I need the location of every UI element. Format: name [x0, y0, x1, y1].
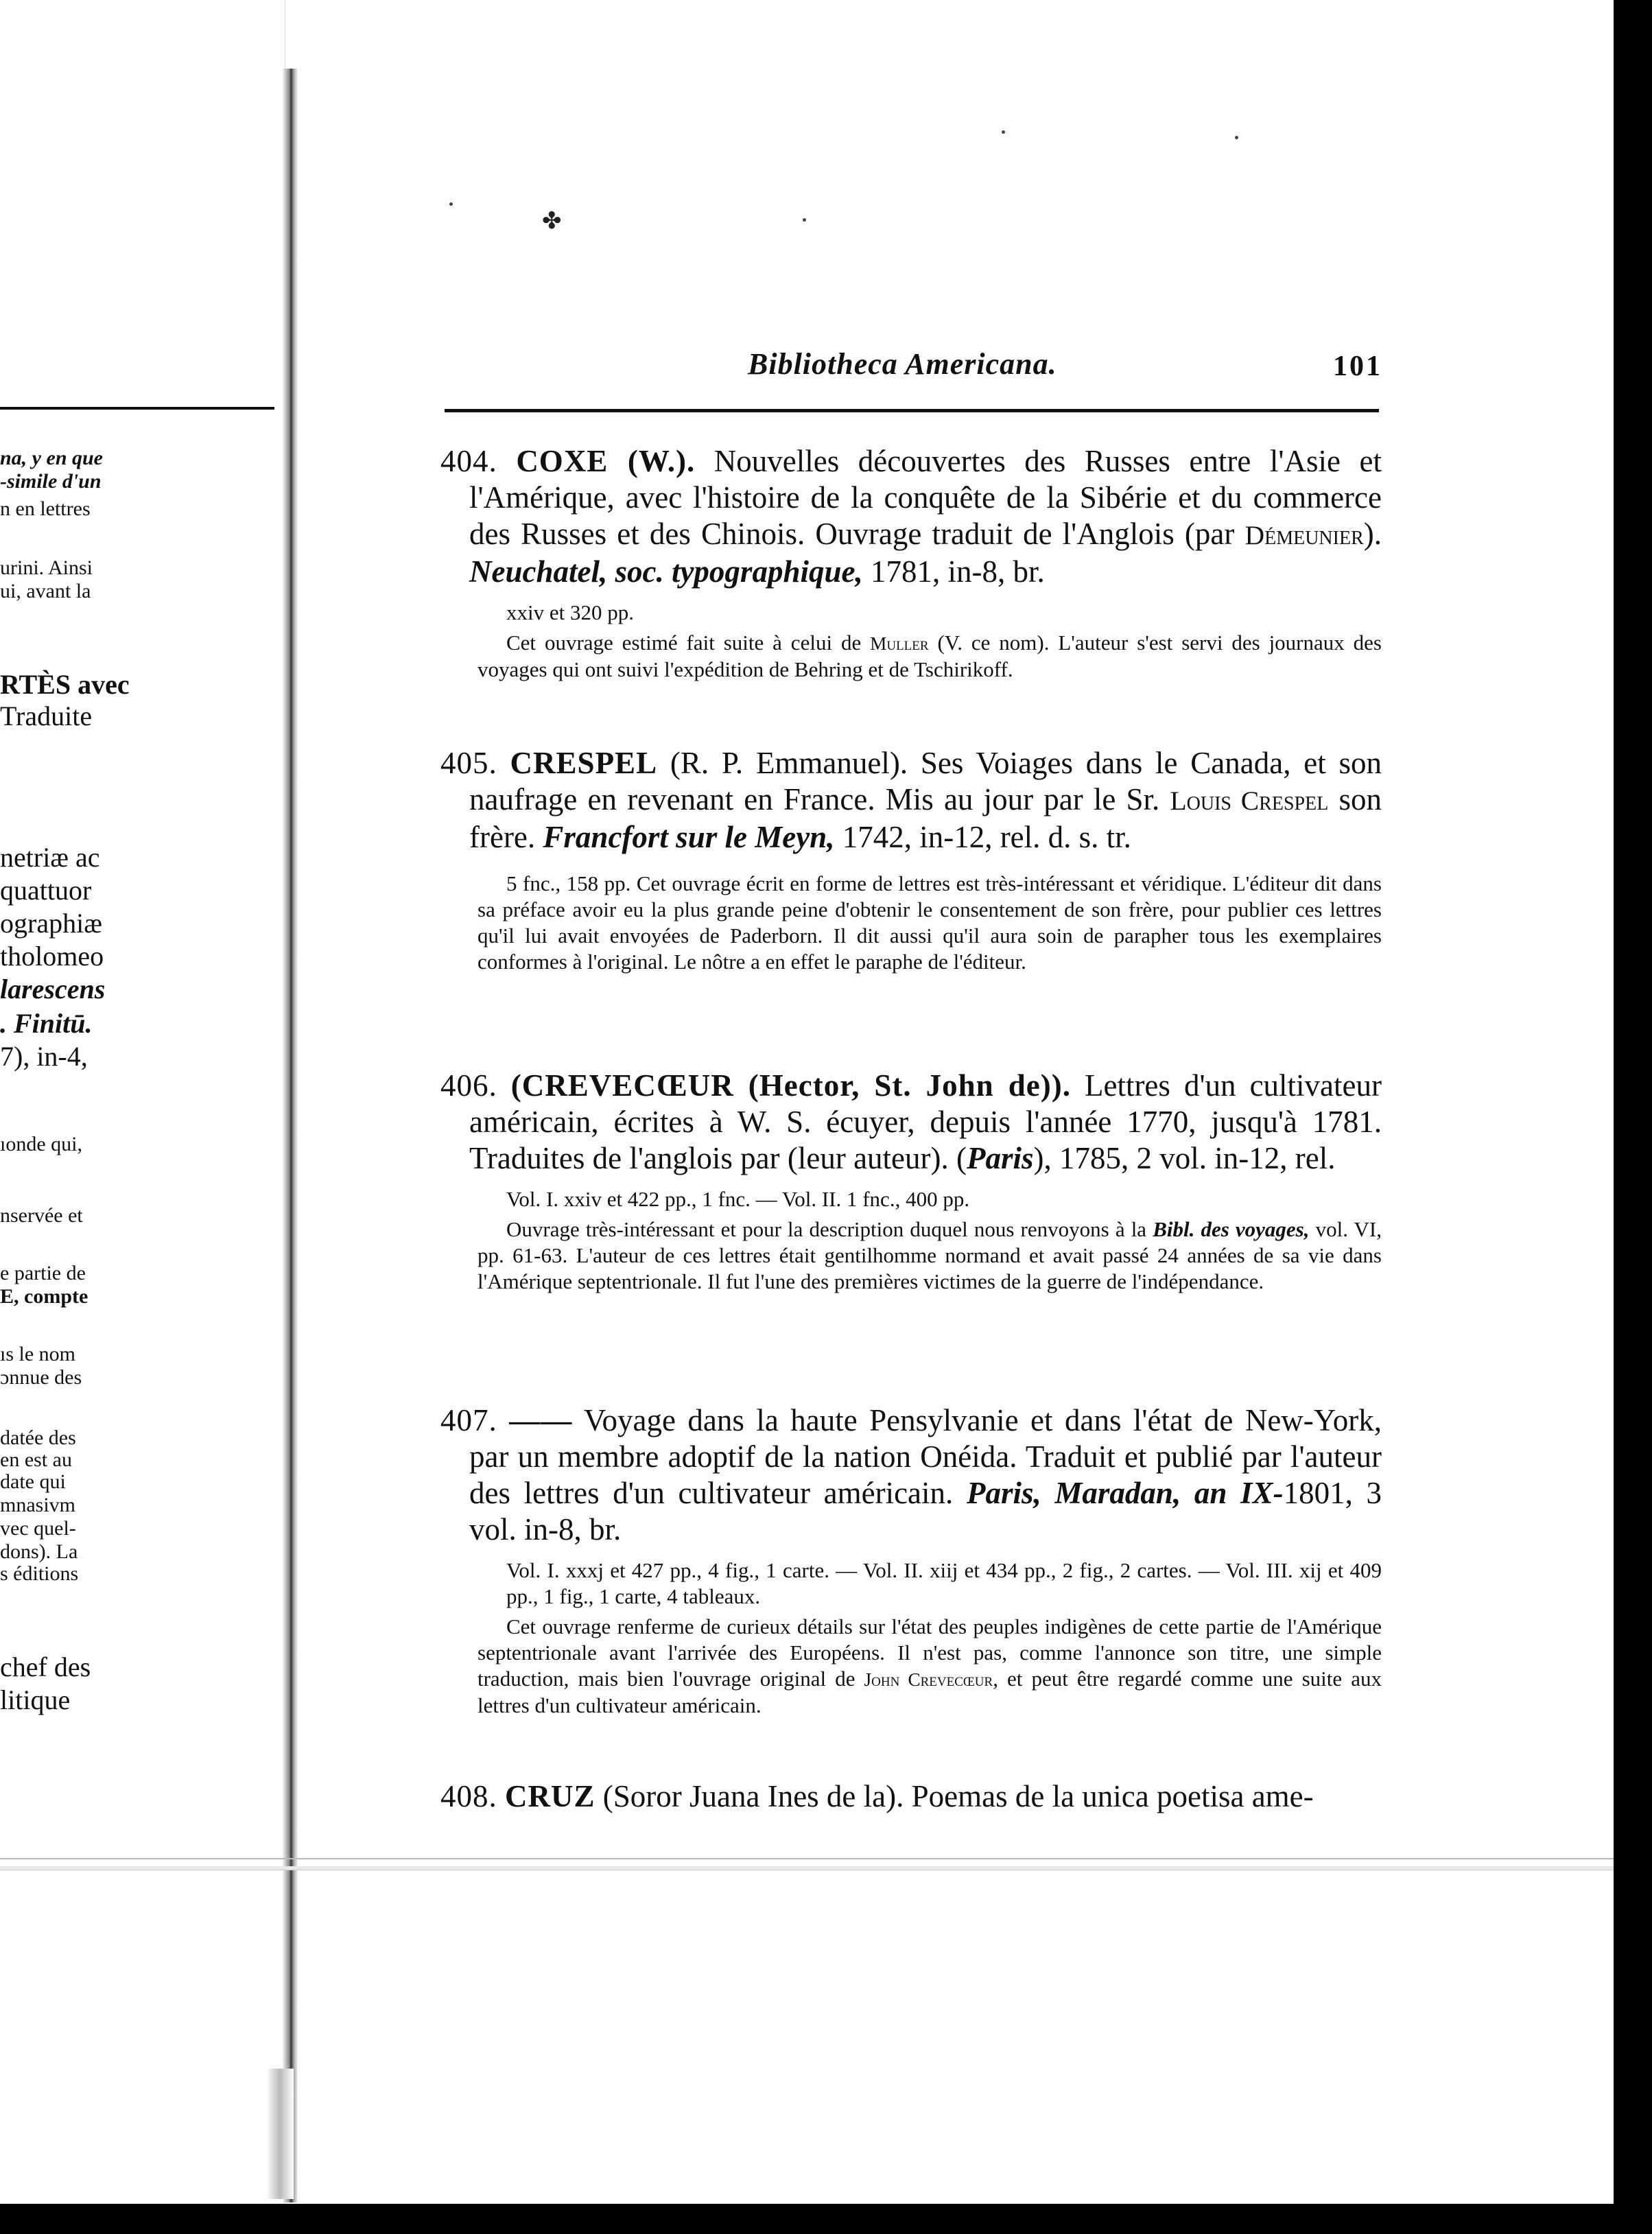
- entry-collation: xxiv et 320 pp.: [506, 600, 634, 624]
- commentary-text: Cet ouvrage renferme de curieux détails sur l'état des peuples indigènes de cette partie de l'Amérique septentrionale avant l'arrivée des Européens. Il n'est pas, comme l'annonce son titre, une simple traduction, mais bien l'ouvrage original de: [477, 1614, 1382, 1691]
- left-page-line: E, compte: [0, 1285, 88, 1308]
- entry-number: 404.: [440, 444, 497, 478]
- entry-title-text: Lettres d'un cultivateur américain, écrites à W. S. écuyer, depuis l'année 1770, jusqu'à 1781. Traduites de l'anglois par (leur auteur). (: [469, 1068, 1382, 1175]
- left-page-line: n en lettres: [0, 497, 91, 520]
- left-page-line: chef des: [0, 1651, 91, 1682]
- entry-title-after: son frère.: [469, 782, 1382, 854]
- left-page-line: litique: [0, 1684, 71, 1715]
- left-page-line: mnasivm: [0, 1494, 75, 1516]
- gutter-shadow: [266, 2069, 294, 2199]
- entry-author: COXE (W.).: [516, 444, 696, 478]
- entry-imprint: Francfort sur le Meyn,: [543, 820, 835, 854]
- entry-number: 406.: [440, 1068, 497, 1103]
- left-page-line: larescens: [0, 974, 106, 1004]
- entry-imprint-rest: ), 1785, 2 vol. in-12, rel.: [1033, 1141, 1336, 1175]
- left-page-line: dons). La: [0, 1540, 78, 1563]
- entry-imprint-rest: 1781, in-8, br.: [862, 554, 1045, 589]
- entry-author: (CREVECŒUR (Hector, St. John de)).: [510, 1068, 1071, 1103]
- entry-title: [440, 1068, 1382, 1177]
- entry-title-after: ).: [1363, 517, 1382, 551]
- entry-407: [440, 1402, 1382, 1719]
- left-page-line: tholomeo: [0, 941, 104, 972]
- entry-imprint: Paris: [967, 1141, 1034, 1175]
- entry-imprint-rest: 1801, 3 vol. in-8, br.: [469, 1476, 1382, 1547]
- entry-title: [440, 1402, 1382, 1548]
- entry-commentary: [477, 1614, 1382, 1719]
- entry-408: [440, 1778, 1382, 1815]
- entry-title-smallcaps: Démeunier: [1244, 520, 1364, 550]
- entry-405: [440, 745, 1382, 975]
- left-page-line: RTÈS avec: [0, 669, 130, 700]
- left-page-line: nservée et: [0, 1204, 83, 1227]
- commentary-text-after: , et peut être regardé comme une suite aux lettres d'un cultivateur américain.: [477, 1667, 1382, 1717]
- left-page-line: vec quel-: [0, 1517, 76, 1540]
- speck: [1235, 136, 1238, 139]
- left-page-line: Traduite: [0, 701, 93, 731]
- left-page-line: na, y en que: [0, 447, 103, 469]
- entry-author: CRESPEL: [510, 746, 658, 780]
- entry-imprint-rest: 1742, in-12, rel. d. s. tr.: [834, 820, 1131, 854]
- left-page-line: quattuor: [0, 875, 92, 906]
- commentary-text-after: vol. VI, pp. 61-63. L'auteur de ces lettres était gentilhomme normand et avait passé 24 années de sa vie dans l'Amérique septentrionale. Il fut l'une des premières victimes de la guerre de l'indépendance.: [477, 1217, 1382, 1293]
- speck: [449, 202, 453, 206]
- left-page-line: 7), in-4,: [0, 1041, 88, 1072]
- entry-title-smallcaps: Louis Crespel: [1170, 786, 1329, 816]
- commentary-text: Ouvrage très-intéressant et pour la description duquel nous renvoyons à la: [506, 1217, 1153, 1241]
- left-page-line: netriæ ac: [0, 842, 100, 873]
- left-page-line: s éditions: [0, 1562, 79, 1585]
- left-page-fragment: [0, 0, 285, 2204]
- entry-number: 407.: [440, 1403, 497, 1437]
- left-page-line: . Finitū.: [0, 1008, 93, 1039]
- left-page-line: ographiæ: [0, 908, 102, 939]
- running-title: Bibliotheca Americana.: [748, 347, 1057, 381]
- left-page-line: datée des: [0, 1426, 76, 1449]
- entry-number: 405.: [440, 746, 497, 780]
- left-page-line: ui, avant la: [0, 580, 91, 602]
- speck: [803, 218, 806, 222]
- entry-406: [440, 1068, 1382, 1295]
- commentary-text: Cet ouvrage estimé fait suite à celui de: [506, 631, 871, 655]
- entry-title: [440, 1778, 1382, 1815]
- entry-collation: Vol. I. xxxj et 427 pp., 4 fig., 1 carte. — Vol. II. xiij et 434 pp., 2 fig., 2 cartes. — Vol. III. xij et 409 pp., 1 fig., 1 carte, 4 tableaux.: [506, 1558, 1382, 1608]
- left-page-line: en est au: [0, 1448, 72, 1471]
- left-page-line: ɔnnue des: [0, 1366, 82, 1389]
- entry-collation: Vol. I. xxiv et 422 pp., 1 fnc. — Vol. II. 1 fnc., 400 pp.: [506, 1187, 970, 1211]
- commentary-smallcaps: Muller: [870, 633, 929, 654]
- commentary-text-after: (V. ce nom). L'auteur s'est servi des journaux des voyages qui ont suivi l'expédition de Behring et de Tschirikoff.: [477, 631, 1382, 681]
- entry-commentary: [477, 630, 1382, 683]
- entry-title-text: (Soror Juana Ines de la). Poemas de la unica poetisa ame-: [595, 1779, 1314, 1813]
- entry-title: [440, 745, 1382, 856]
- commentary-smallcaps: John Crevecœur: [864, 1669, 993, 1690]
- entry-imprint: Neuchatel, soc. typographique,: [469, 554, 863, 589]
- binding-gutter: [283, 69, 298, 2202]
- left-page-line: -simile d'un: [0, 470, 102, 493]
- entry-author: ——: [509, 1403, 573, 1437]
- entry-title-text: Voyage dans la haute Pensylvanie et dans l'état de New-York, par un membre adoptif de la nation Onéida. Traduit et publié par l'auteur des lettres d'un cultivateur américain.: [469, 1403, 1382, 1510]
- entry-commentary: 5 fnc., 158 pp. Cet ouvrage écrit en forme de lettres est très-intéressant et véridique. L'éditeur dit dans sa préface avoir eu la plus grande peine d'obtenir le consentement de son frère, pour publier ces lettres qu'il lui avait envoyées de Paderborn. Il dit aussi qu'il aura soin de parapher tous les exemplaires conformes à l'original. Le nôtre a en effet le paraphe de l'éditeur.: [477, 871, 1382, 974]
- header-rule: [445, 409, 1379, 412]
- commentary-italic: Bibl. des voyages,: [1153, 1217, 1310, 1241]
- entry-imprint: Paris, Maradan, an IX-: [966, 1476, 1284, 1510]
- entry-commentary: [477, 1216, 1382, 1295]
- entry-title-text: Nouvelles découvertes des Russes entre l'Asie et l'Amérique, avec l'histoire de la conquête de la Sibérie et du commerce des Russes et des Chinois. Ouvrage traduit de l'Anglois (par: [469, 444, 1382, 551]
- speck: [1002, 130, 1005, 134]
- entry-title: [440, 443, 1382, 590]
- left-page-line: ıs le nom: [0, 1343, 75, 1365]
- left-page-rule: [0, 407, 274, 410]
- entry-404: [440, 443, 1382, 683]
- left-page-line: ıonde qui,: [0, 1133, 82, 1155]
- left-page-line: date qui: [0, 1470, 66, 1493]
- entry-title-text: (R. P. Emmanuel). Ses Voiages dans le Canada, et son naufrage en revenant en France. Mis au jour par le Sr.: [469, 746, 1382, 816]
- entry-number: 408.: [440, 1779, 497, 1813]
- bottom-scan-band: [0, 1866, 1614, 1870]
- ink-blot: ✤: [542, 209, 562, 234]
- page-number: 101: [1333, 351, 1382, 382]
- left-page-line: urini. Ainsi: [0, 556, 93, 579]
- left-page-line: e partie de: [0, 1262, 86, 1284]
- entry-author: CRUZ: [505, 1779, 595, 1813]
